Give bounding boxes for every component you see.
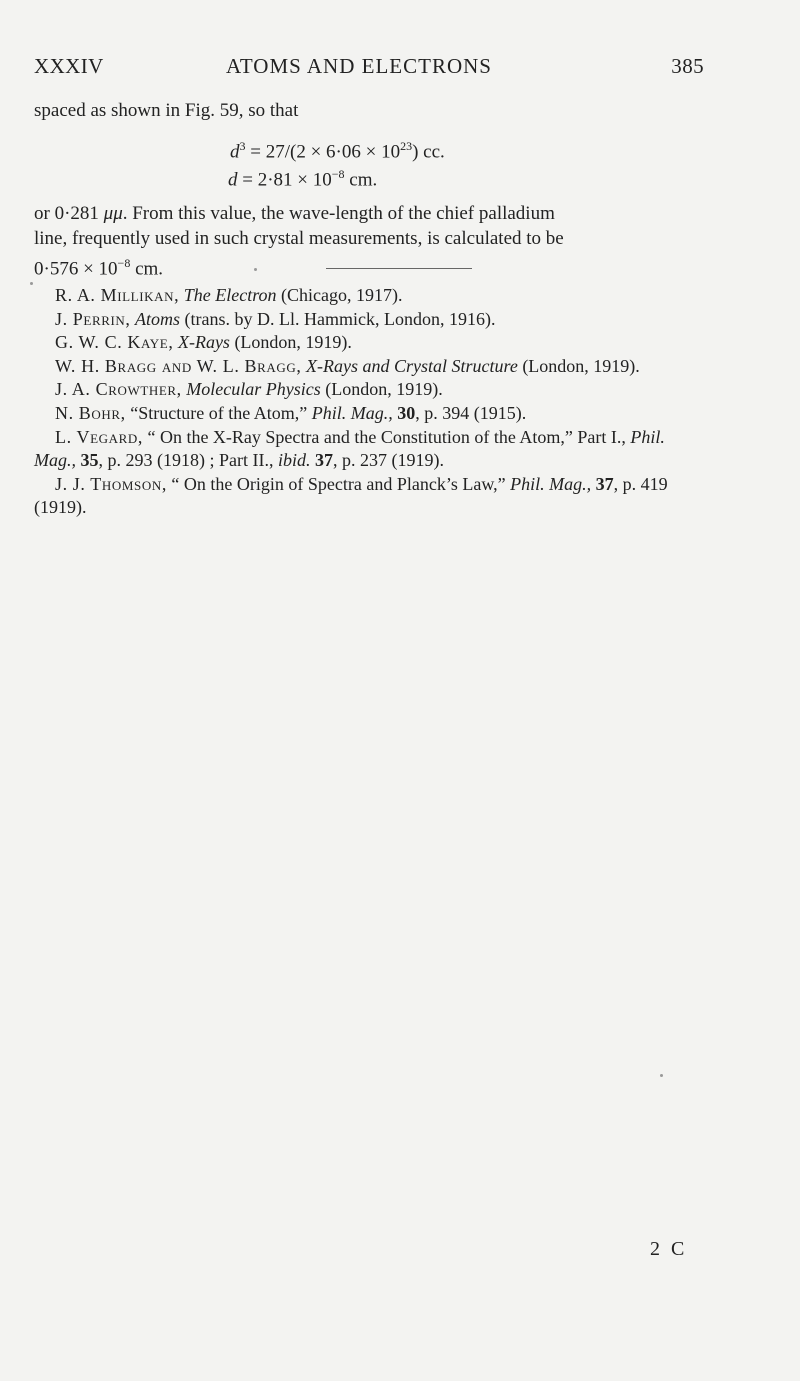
paper-speck [30,282,33,285]
reference-item: G. W. C. Kaye, X-Rays (London, 1919). [55,332,352,353]
paragraph-line-3: $0\cdot 576 \times 10^{-8}$ cm. [34,256,164,280]
chapter-number: XXXIV [34,54,104,78]
running-title: ATOMS AND ELECTRONS [226,54,492,78]
reference-item: N. Bohr, “Structure of the Atom,” Phil. Mag., 30, p. 394 (1915). [55,402,527,423]
reference-item: W. H. Bragg and W. L. Bragg, X-Rays and Crystal Structure (London, 1919). [55,355,640,376]
reference-list [34,284,704,520]
reference-item: L. Vegard, “ On the X-Ray Spectra and the Constitution of the Atom,” Part I., Phil. Mag., 35, p. 293 (1918) ; Part II., ibid. 37, p. 237 (1919). [34,426,665,471]
intro-line: spaced as shown in Fig. 59, so that [34,100,299,121]
equation-1: $d^3 = 27/(2 \times 6\cdot 06 \times 10^{23})$ cc. [230,139,445,163]
paragraph-line-2: line, frequently used in such crystal measurements, is calculated to be [34,228,564,249]
paragraph-line-1: or 0·281 μμ. From this value, the wave-length of the chief palladium [34,203,555,224]
section-divider [326,268,472,269]
page-number: 385 [671,54,704,78]
reference-item: J. J. Thomson, “ On the Origin of Spectra and Planck’s Law,” Phil. Mag., 37, p. 419 (1919). [34,473,668,518]
reference-item: J. A. Crowther, Molecular Physics (London, 1919). [55,379,443,400]
paper-speck [660,1074,663,1077]
reference-item: J. Perrin, Atoms (trans. by D. Ll. Hammick, London, 1916). [55,308,496,329]
reference-item: R. A. Millikan, The Electron (Chicago, 1917). [55,285,403,305]
signature-mark: 2 C [650,1238,688,1260]
paper-speck [254,268,257,271]
body-paragraph [34,201,704,281]
equation-2: $d = 2\cdot 81 \times 10^{-8}$ cm. [228,167,378,191]
running-header [34,54,704,84]
